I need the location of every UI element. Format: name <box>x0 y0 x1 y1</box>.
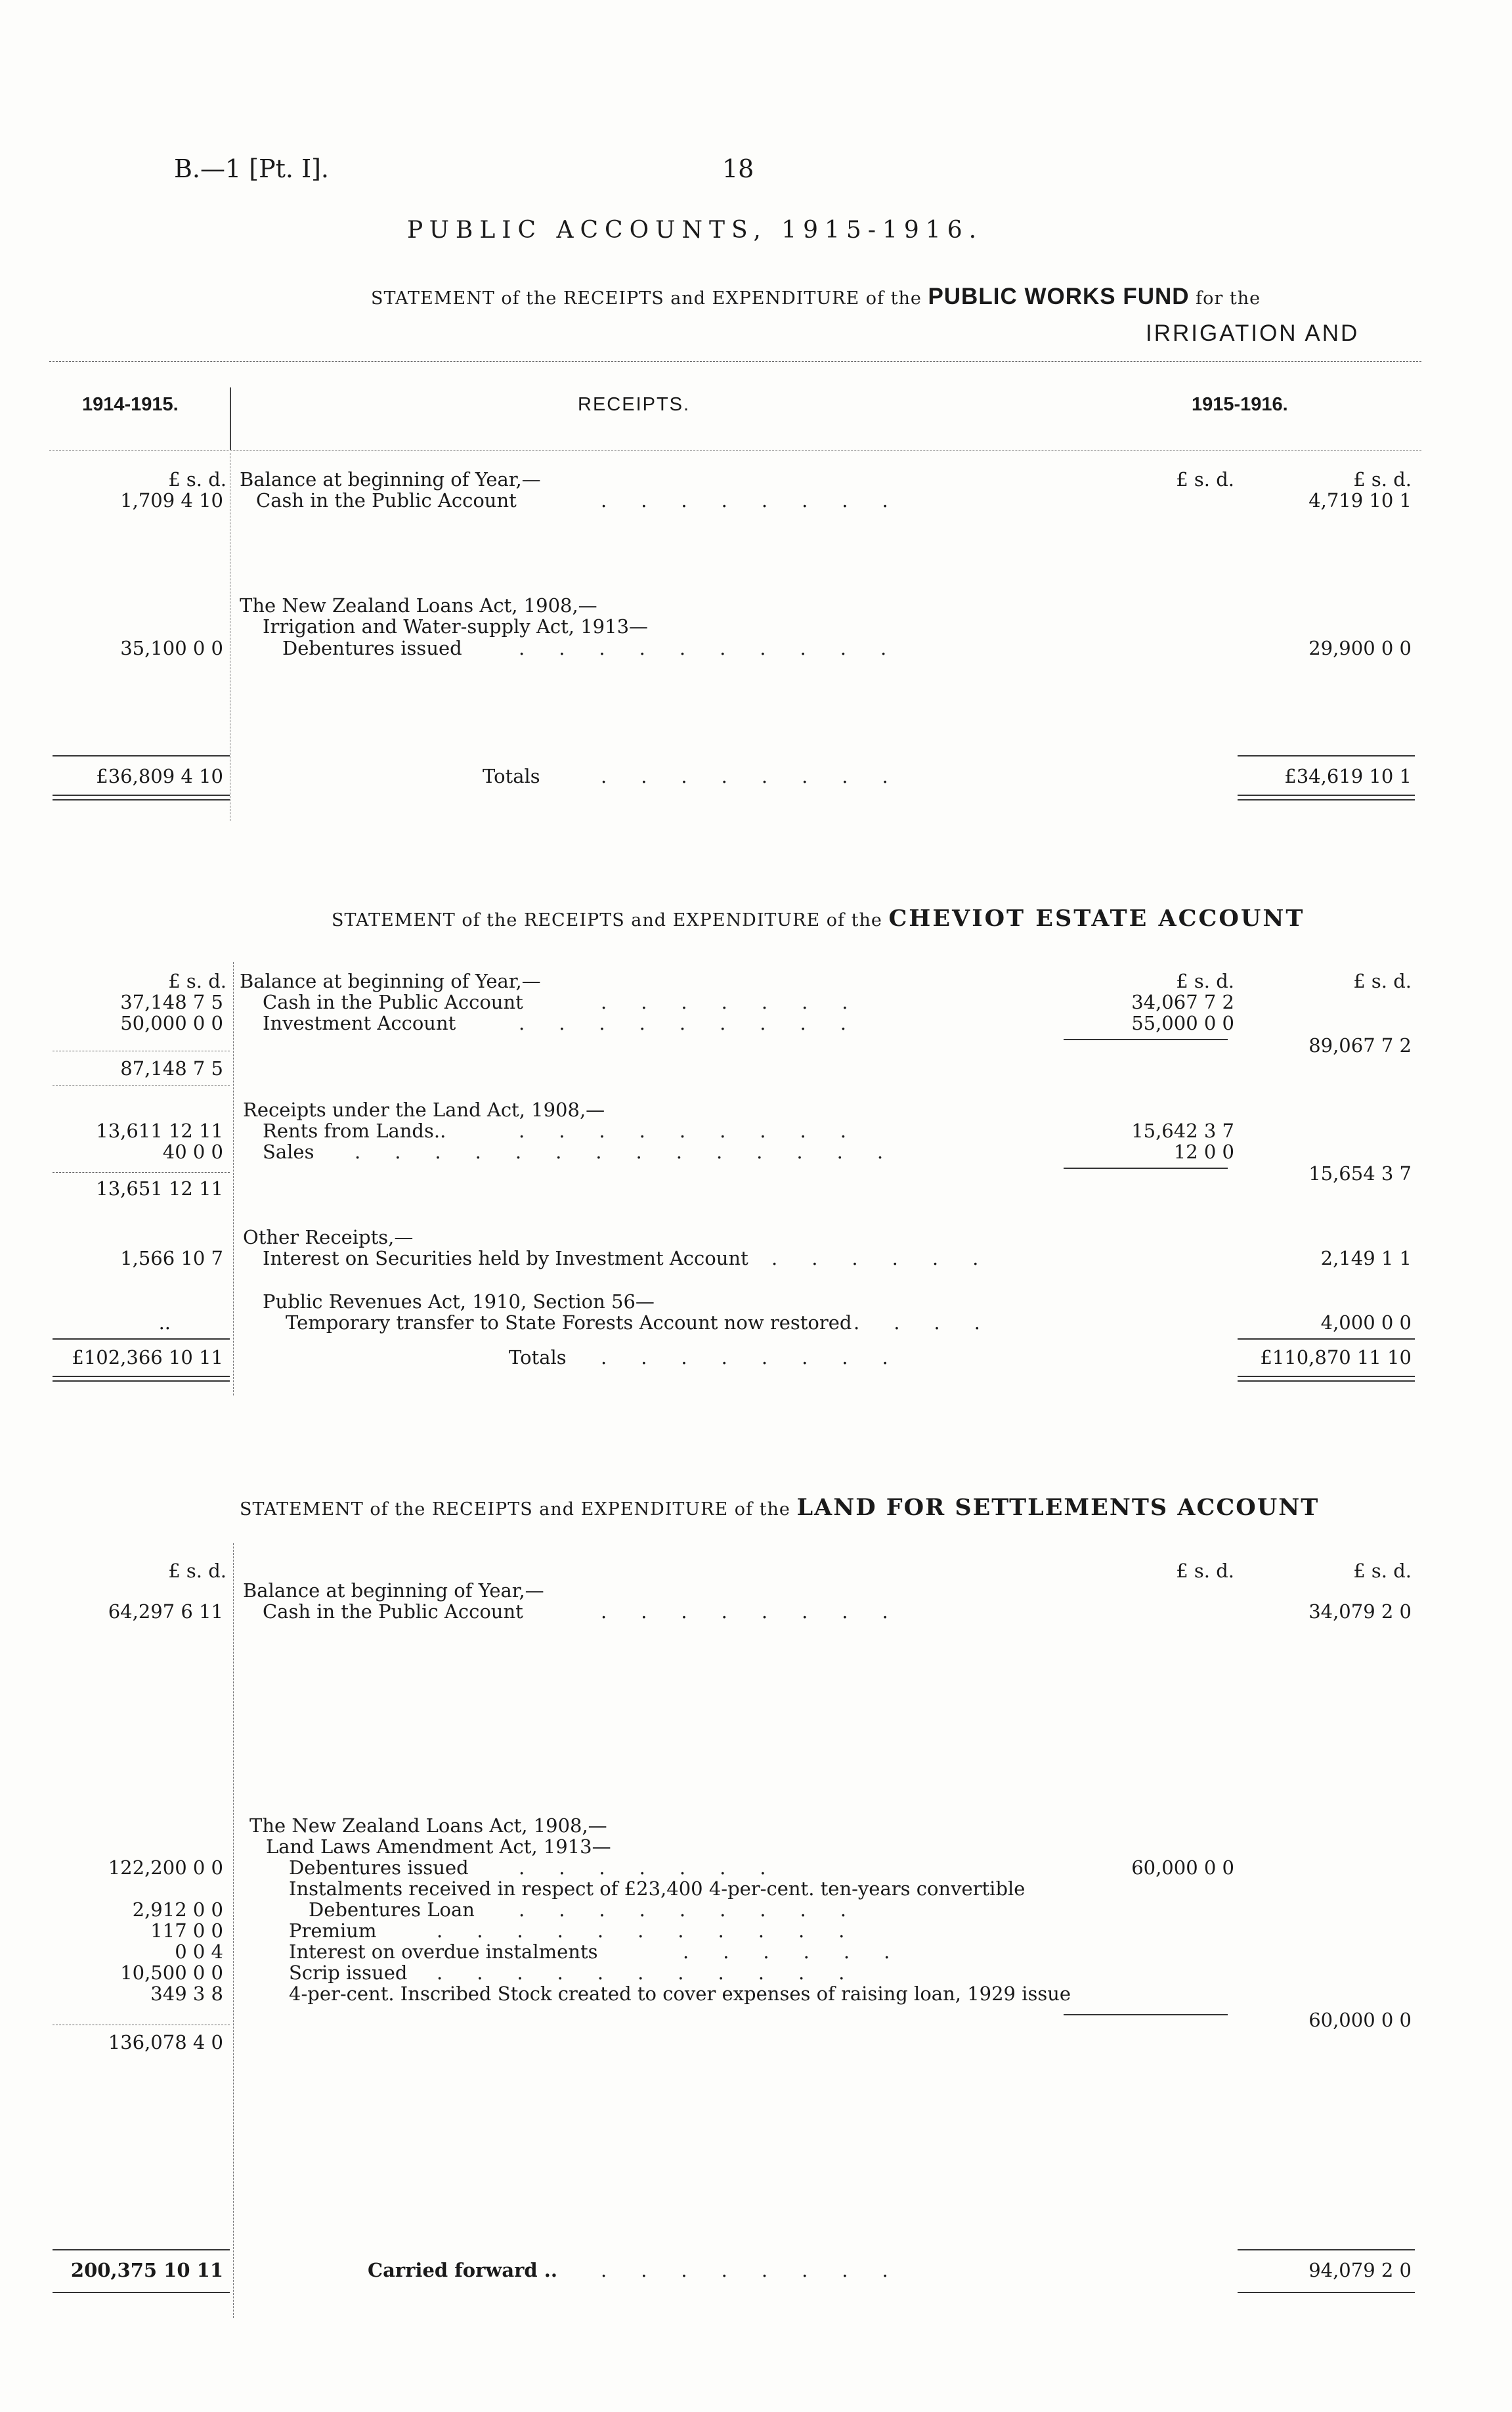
cash-prev: 64,297 6 11 <box>108 1600 223 1623</box>
page-title: PUBLIC ACCOUNTS, 1915-1916. <box>407 217 983 244</box>
title-prefix: STATEMENT of the RECEIPTS and EXPENDITURE of the <box>332 910 882 931</box>
carried-forward-cur: 94,079 2 0 <box>1308 2259 1412 2281</box>
debentures-prev: 35,100 0 0 <box>120 637 223 659</box>
carried-forward-label: Carried forward .. <box>368 2259 557 2281</box>
investment-mid: 55,000 0 0 <box>1131 1012 1234 1034</box>
premium-prev: 117 0 0 <box>150 1919 223 1942</box>
transfer-label: Temporary transfer to State Forests Account now restored <box>286 1311 852 1334</box>
investment-label: Investment Account <box>263 1012 456 1034</box>
lsd-header: £ s. d. <box>1176 468 1234 491</box>
totals-cur: £110,870 11 10 <box>1260 1346 1412 1369</box>
scrip-label: Scrip issued <box>289 1962 408 1984</box>
interest-label: Interest on Securities held by Investment Account <box>263 1247 748 1269</box>
land-subtotal-prev: 13,651 12 11 <box>96 1177 223 1200</box>
act-label: The New Zealand Loans Act, 1908,— <box>249 1814 607 1837</box>
subtotal-prev: 136,078 4 0 <box>108 2031 223 2053</box>
debentures-label: Debentures issued <box>289 1856 469 1879</box>
cash-prev: 1,709 4 10 <box>120 489 223 512</box>
act-sub-label: Land Laws Amendment Act, 1913— <box>266 1835 611 1858</box>
page-number: 18 <box>722 154 754 183</box>
lsd-header: £ s. d. <box>1353 1560 1412 1582</box>
stock-label: 4-per-cent. Inscribed Stock created to cover expenses of raising loan, 1929 issue <box>289 1983 1071 2005</box>
title-fund-name: PUBLIC WORKS FUND <box>928 284 1190 309</box>
interest-cur: 2,149 1 1 <box>1320 1247 1412 1269</box>
cash-label: Cash in the Public Account <box>263 991 523 1013</box>
sales-mid: 12 0 0 <box>1173 1141 1234 1163</box>
document-reference: B.—1 [Pt. I]. <box>174 154 329 183</box>
title-line-2: IRRIGATION AND <box>1146 320 1360 346</box>
balance-label: Balance at beginning of Year,— <box>243 1579 544 1602</box>
debentures-label: Debentures issued <box>282 637 462 659</box>
scrip-prev: 10,500 0 0 <box>120 1962 223 1984</box>
debentures-mid: 60,000 0 0 <box>1131 1856 1234 1879</box>
rents-label: Rents from Lands.. <box>263 1120 446 1142</box>
stock-prev: 349 3 8 <box>150 1983 223 2005</box>
lsd-header: £ s. d. <box>1176 1560 1234 1582</box>
title-prefix: STATEMENT of the RECEIPTS and EXPENDITURE of the <box>371 288 922 309</box>
column-header-prev-year: 1914-1915. <box>82 394 179 415</box>
title-account-name: LAND FOR SETTLEMENTS ACCOUNT <box>796 1494 1320 1521</box>
instalments-label: Instalments received in respect of £23,400 4-per-cent. ten-years convertible <box>289 1877 1026 1900</box>
rents-mid: 15,642 3 7 <box>1131 1120 1234 1142</box>
act-label: The New Zealand Loans Act, 1908,— <box>240 594 597 617</box>
totals-label: Totals <box>509 1346 567 1369</box>
cash-mid: 34,067 7 2 <box>1131 991 1234 1013</box>
lsd-header: £ s. d. <box>168 1560 227 1582</box>
column-header-cur-year: 1915-1916. <box>1192 394 1288 415</box>
statement-title <box>332 905 1305 932</box>
totals-label: Totals <box>483 765 540 787</box>
title-account-name: CHEVIOT ESTATE ACCOUNT <box>888 905 1305 932</box>
interest-prev: 0 0 4 <box>175 1941 223 1963</box>
instalments-prev: 2,912 0 0 <box>132 1898 223 1921</box>
cash-cur: 4,719 10 1 <box>1308 489 1412 512</box>
title-suffix: for the <box>1196 288 1261 309</box>
balance-subtotal-cur: 89,067 7 2 <box>1308 1034 1412 1057</box>
lsd-header: £ s. d. <box>1353 970 1412 992</box>
totals-prev: £102,366 10 11 <box>72 1346 223 1369</box>
interest-label: Interest on overdue instalments <box>289 1941 598 1963</box>
act-sub-label: Irrigation and Water-supply Act, 1913— <box>263 615 649 638</box>
debentures-prev: 122,200 0 0 <box>108 1856 223 1879</box>
lsd-header: £ s. d. <box>168 970 227 992</box>
lsd-header: £ s. d. <box>1176 970 1234 992</box>
public-revenues-act-label: Public Revenues Act, 1910, Section 56— <box>263 1290 655 1313</box>
cash-label: Cash in the Public Account <box>256 489 517 512</box>
debentures-cur: 29,900 0 0 <box>1308 637 1412 659</box>
cash-label: Cash in the Public Account <box>263 1600 523 1623</box>
totals-prev: £36,809 4 10 <box>96 765 223 787</box>
lsd-header: £ s. d. <box>168 468 227 491</box>
subtotal-cur: 60,000 0 0 <box>1308 2009 1412 2031</box>
cash-cur: 34,079 2 0 <box>1308 1600 1412 1623</box>
lsd-header: £ s. d. <box>1353 468 1412 491</box>
totals-cur: £34,619 10 1 <box>1284 765 1412 787</box>
transfer-cur: 4,000 0 0 <box>1320 1311 1412 1334</box>
carried-forward-prev: 200,375 10 11 <box>70 2259 223 2281</box>
rents-prev: 13,611 12 11 <box>96 1120 223 1142</box>
statement-title <box>240 1494 1319 1521</box>
other-receipts-label: Other Receipts,— <box>243 1226 414 1248</box>
statement-title <box>371 284 1261 310</box>
balance-label: Balance at beginning of Year,— <box>240 468 541 491</box>
title-prefix: STATEMENT of the RECEIPTS and EXPENDITURE of the <box>240 1499 790 1520</box>
balance-label: Balance at beginning of Year,— <box>240 970 541 992</box>
land-subtotal-cur: 15,654 3 7 <box>1308 1162 1412 1185</box>
balance-subtotal-prev: 87,148 7 5 <box>120 1057 223 1080</box>
column-header-receipts: RECEIPTS. <box>578 394 691 415</box>
premium-label: Premium <box>289 1919 377 1942</box>
cash-prev: 37,148 7 5 <box>120 991 223 1013</box>
transfer-prev: .. <box>158 1311 171 1334</box>
sales-prev: 40 0 0 <box>162 1141 223 1163</box>
interest-prev: 1,566 10 7 <box>120 1247 223 1269</box>
instalments-label-2: Debentures Loan <box>309 1898 475 1921</box>
sales-label: Sales <box>263 1141 314 1163</box>
investment-prev: 50,000 0 0 <box>120 1012 223 1034</box>
land-act-label: Receipts under the Land Act, 1908,— <box>243 1099 605 1121</box>
